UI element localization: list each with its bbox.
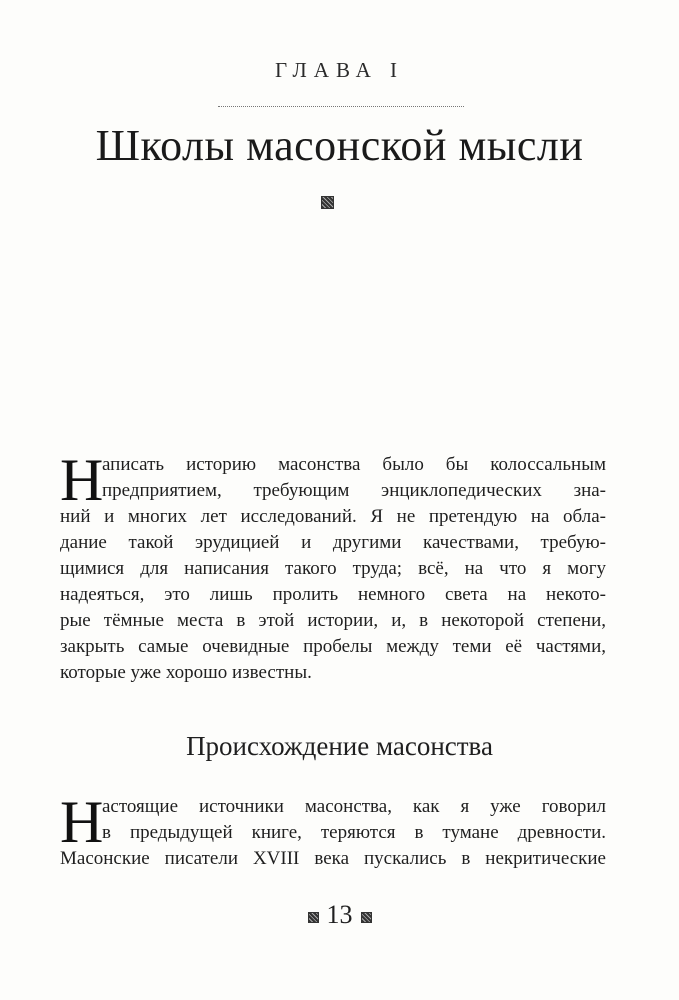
ornament-icon — [321, 196, 334, 209]
text-line: астоящие источники масонства, как я уже говорил — [102, 796, 606, 817]
page-number-text: 13 — [326, 900, 353, 929]
text-line: щимися для написания такого труда; всё, на что я могу — [60, 558, 606, 579]
text-line: ний и многих лет исследований. Я не претендую на обла- — [60, 506, 606, 527]
section-heading: Происхождение масонства — [186, 731, 493, 761]
ornament-icon — [361, 912, 372, 923]
text-line: предприятием, требующим энциклопедических зна- — [102, 480, 606, 501]
text-line: в предыдущей книге, теряются в тумане древности. — [102, 822, 606, 843]
text-line: дание такой эрудицией и другими качествами, требую- — [60, 532, 606, 553]
title-divider — [218, 106, 464, 107]
text-line: надеяться, это лишь пролить немного света на некото- — [60, 584, 606, 605]
text-line: аписать историю масонства было бы колоссальным — [102, 454, 606, 475]
text-line: рые тёмные места в этой истории, и, в некоторой степени, — [60, 610, 606, 631]
intro-paragraph — [60, 447, 606, 686]
origin-paragraph — [60, 789, 606, 872]
text-line: которые уже хорошо известны. — [60, 662, 312, 683]
drop-cap: Н — [60, 789, 104, 855]
drop-cap: Н — [60, 447, 104, 513]
text-line: Масонские писатели XVIII века пускались в некритические — [60, 848, 606, 869]
chapter-title: Школы масонской мысли — [95, 121, 584, 170]
text-line: закрыть самые очевидные пробелы между теми её частями, — [60, 636, 606, 657]
ornament-icon — [308, 912, 319, 923]
page-number — [0, 900, 679, 930]
chapter-label: ГЛАВА I — [274, 58, 405, 82]
